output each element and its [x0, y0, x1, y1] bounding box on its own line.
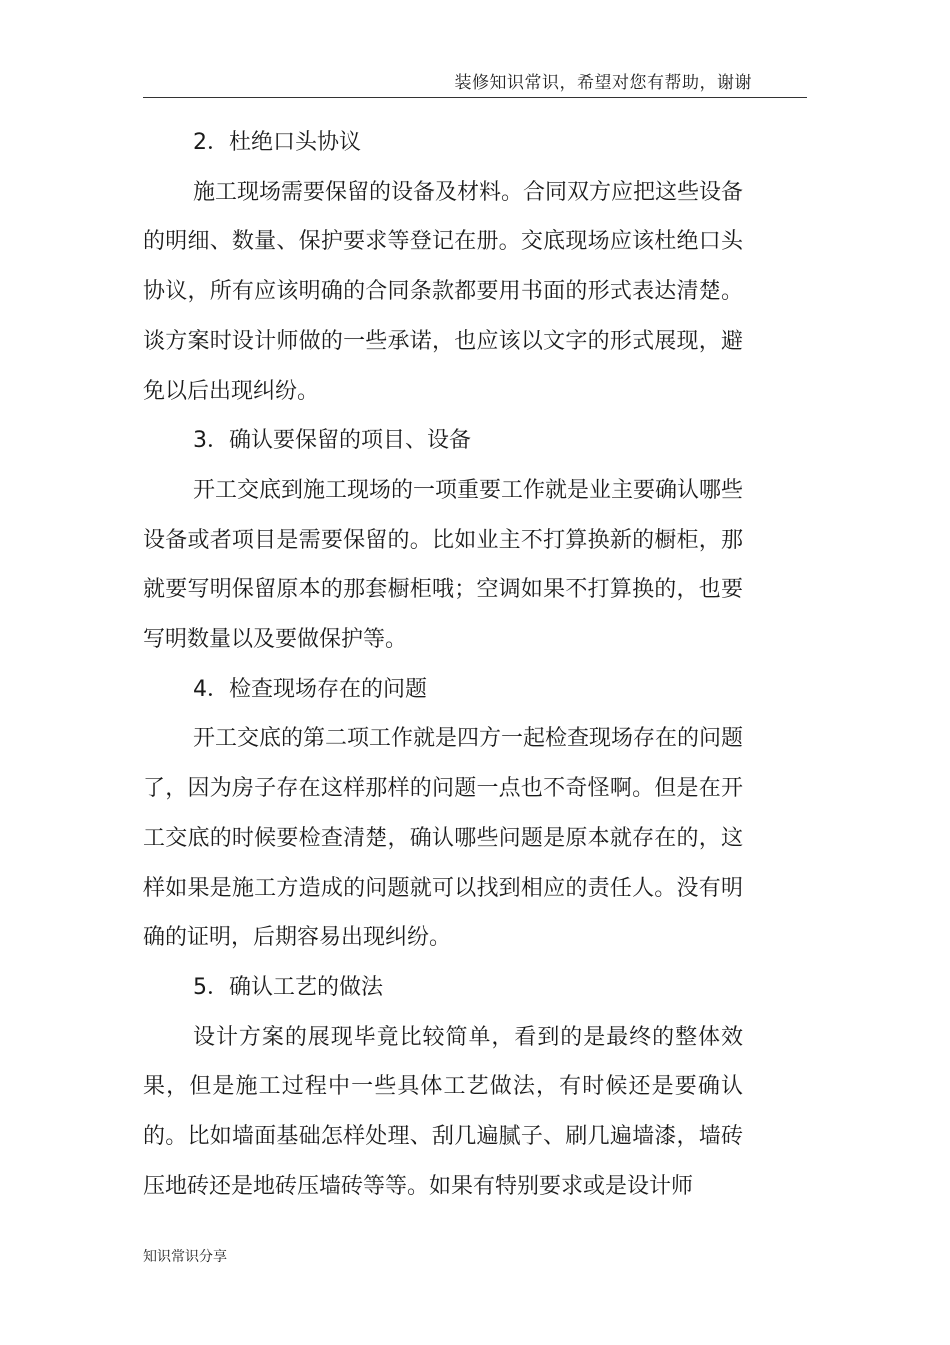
section-5-paragraph: 设计方案的展现毕竟比较简单，看到的是最终的整体效果，但是施工过程中一些具体工艺做法，有时候还是要确认的。比如墙面基础怎样处理、刮几遍腻子、刷几遍墙漆，墙砖压地砖还是地砖压墙砖等等。如果有特别要求或是设计师 [143, 1024, 743, 1199]
section-2-heading: 2．杜绝口头协议 [193, 130, 361, 155]
header-divider [143, 97, 807, 98]
section-4-heading: 4．检查现场存在的问题 [193, 676, 427, 702]
section-3-paragraph: 开工交底到施工现场的一项重要工作就是业主要确认哪些设备或者项目是需要保留的。比如业主不打算换新的橱柜，那就要写明保留原本的那套橱柜哦；空调如果不打算换的，也要写明数量以及要做保护等。 [143, 477, 744, 653]
section-2-paragraph: 施工现场需要保留的设备及材料。合同双方应把这些设备的明细、数量、保护要求等登记在册。交底现场应该杜绝口头协议，所有应该明确的合同条款都要用书面的形式表达清楚。谈方案时设计师做的一些承诺，也应该以文字的形式展现，避免以后出现纠纷。 [143, 179, 744, 404]
page-footer: 知识常识分享 [143, 1249, 227, 1265]
section-3-heading: 3．确认要保留的项目、设备 [193, 428, 471, 454]
section-5-heading: 5．确认工艺的做法 [193, 974, 383, 1000]
page-header: 装修知识常识，希望对您有帮助，谢谢 [454, 73, 752, 93]
document-body [143, 118, 743, 1211]
section-4-paragraph: 开工交底的第二项工作就是四方一起检查现场存在的问题了，因为房子存在这样那样的问题一点也不奇怪啊。但是在开工交底的时候要检查清楚，确认哪些问题是原本就存在的，这样如果是施工方造成的问题就可以找到相应的责任人。没有明确的证明，后期容易出现纠纷。 [143, 726, 744, 951]
